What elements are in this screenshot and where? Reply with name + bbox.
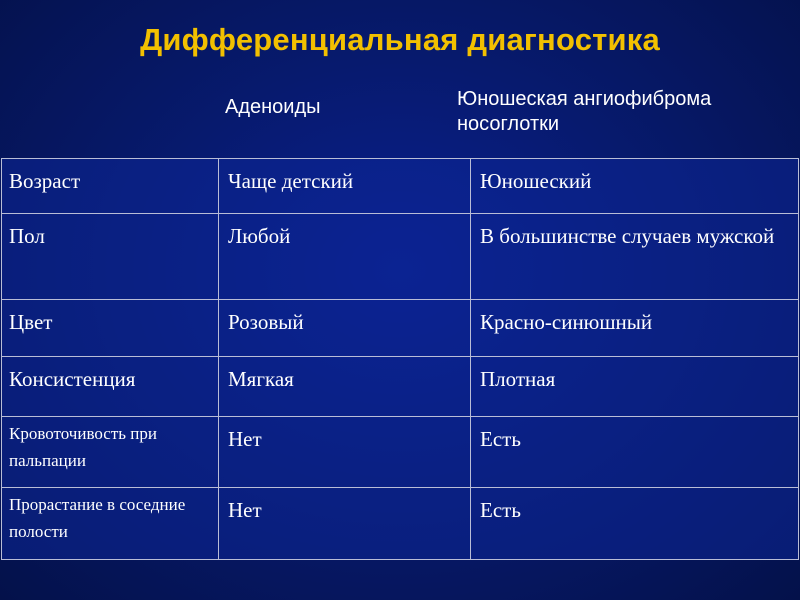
adenoids-cell: Нет	[219, 417, 471, 488]
table-row-age	[2, 159, 799, 214]
adenoids-cell: Розовый	[219, 300, 471, 357]
adenoids-cell: Нет	[219, 488, 471, 560]
adenoids-cell: Любой	[219, 214, 471, 300]
angiofibroma-cell: Есть	[471, 488, 799, 560]
differential-diagnosis-table	[1, 158, 799, 560]
column-header-adenoids: Аденоиды	[225, 96, 321, 118]
angiofibroma-cell: Юношеский	[471, 159, 799, 214]
adenoids-cell: Мягкая	[219, 357, 471, 417]
table-row-bleeding	[2, 417, 799, 488]
table-row-consistency	[2, 357, 799, 417]
slide-title: Дифференциальная диагностика	[140, 22, 660, 57]
table-row-color	[2, 300, 799, 357]
parameter-cell: Цвет	[2, 300, 219, 357]
parameter-cell: Пол	[2, 214, 219, 300]
angiofibroma-cell: В большинстве случаев мужской	[471, 214, 799, 300]
table-row-invasion	[2, 488, 799, 560]
angiofibroma-cell: Есть	[471, 417, 799, 488]
angiofibroma-cell: Плотная	[471, 357, 799, 417]
parameter-cell: Прорастание в соседние полости	[2, 488, 219, 560]
column-header-angiofibroma: Юношеская ангиофиброма носоглотки	[457, 88, 712, 135]
adenoids-cell: Чаще детский	[219, 159, 471, 214]
table-row-sex	[2, 214, 799, 300]
parameter-cell: Консистенция	[2, 357, 219, 417]
angiofibroma-cell: Красно-синюшный	[471, 300, 799, 357]
parameter-cell: Кровоточивость при пальпации	[2, 417, 219, 488]
parameter-cell: Возраст	[2, 159, 219, 214]
